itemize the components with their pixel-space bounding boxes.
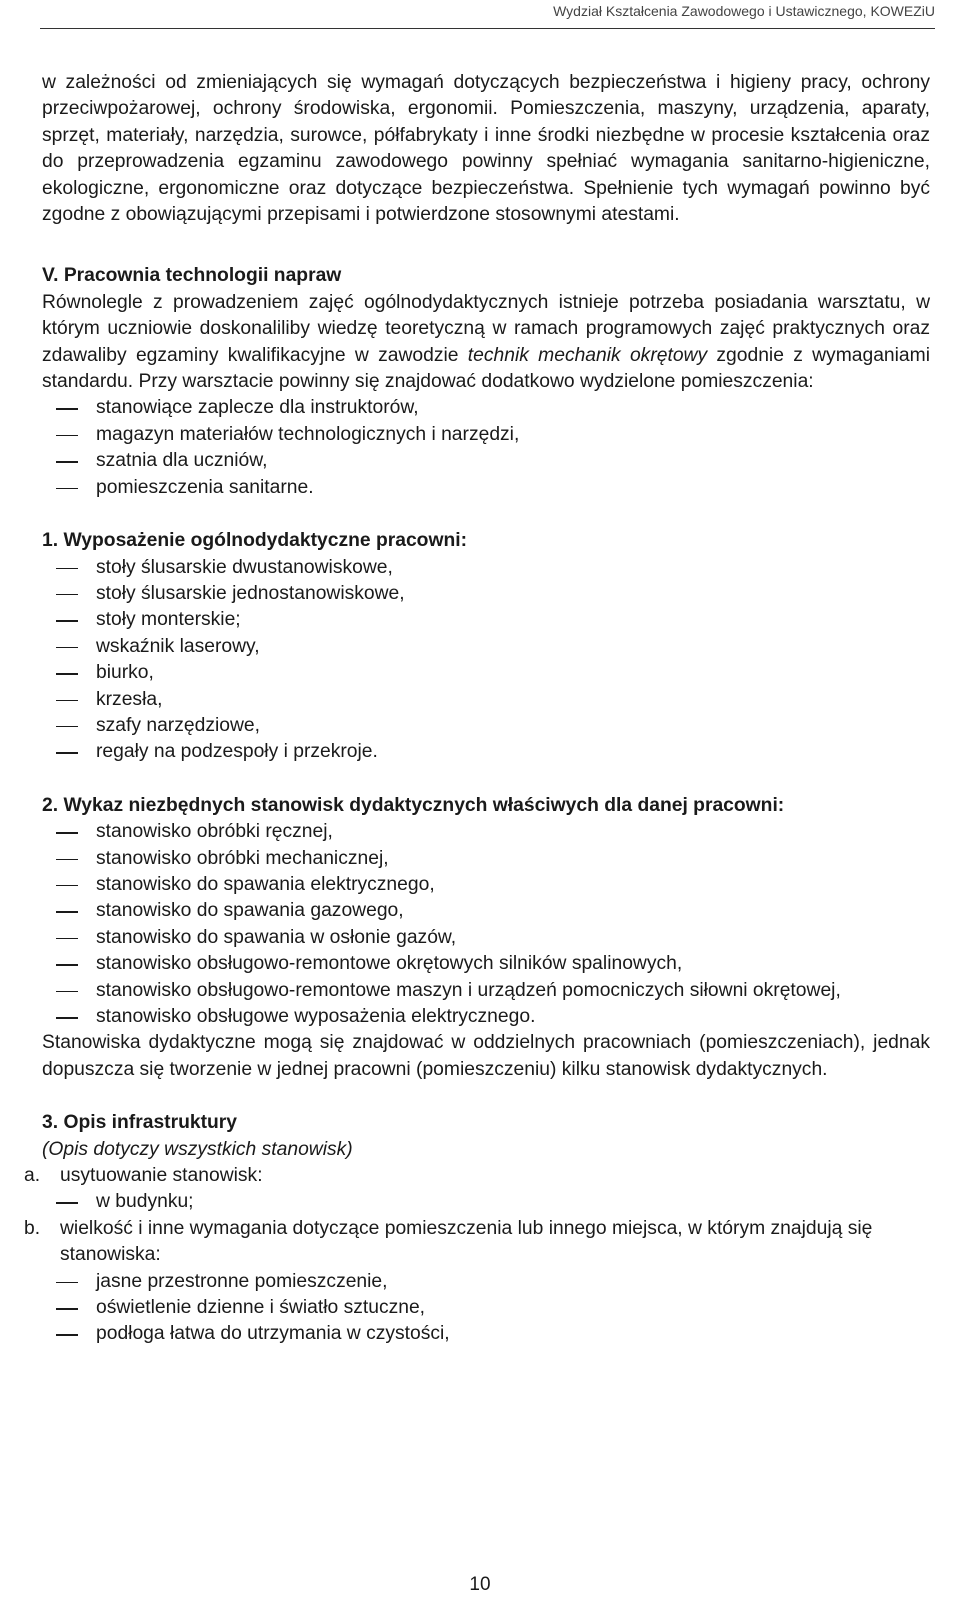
page-number: 10: [469, 1574, 491, 1595]
section-1-list: [42, 555, 930, 766]
list-item: stanowisko obsługowe wyposażenia elektrycznego.: [42, 1004, 930, 1030]
item-marker: b.: [24, 1217, 41, 1239]
list-item: w budynku;: [42, 1189, 930, 1215]
section-1-title: Wyposażenie ogólnodydaktyczne pracowni:: [63, 530, 468, 552]
intro-paragraph: w zależności od zmieniających się wymagań dotyczących bezpieczeństwa i higieny pracy, ochrony przeciwpożarowej, ochrony środowiska, ergonomii. Pomieszczenia, maszyny, urządzenia, aparaty, sprzęt, materiały, narzędzia, surowce, półfabrykaty i inne środki niezbędne w procesie kształcenia oraz do przeprowadzenia egzaminu zawodowego powinny spełniać wymagania sanitarno-higieniczne, ekologiczne, ergonomiczne oraz dotyczące bezpieczeństwa. Spełnienie tych wymagań powinno być zgodne z obowiązującymi przepisami i potwierdzone stosownymi atestami.: [42, 72, 930, 226]
list-item: stanowisko obróbki ręcznej,: [42, 819, 930, 845]
list-item: szafy narzędziowe,: [42, 713, 930, 739]
section-v-number: V.: [42, 265, 59, 287]
list-item: stanowisko obróbki mechanicznej,: [42, 846, 930, 872]
section-3-b-list: [42, 1269, 930, 1348]
list-item: stanowisko do spawania elektrycznego,: [42, 872, 930, 898]
list-item: stanowisko obsługowo-remontowe okrętowych silników spalinowych,: [42, 951, 930, 977]
section-3-item-a: [24, 1163, 930, 1189]
list-item: oświetlenie dzienne i światło sztuczne,: [42, 1295, 930, 1321]
section-1-heading: [42, 528, 930, 554]
section-2-heading: [42, 793, 930, 819]
list-item: regały na podzespoły i przekroje.: [42, 739, 930, 765]
section-v-title: Pracownia technologii napraw: [63, 265, 342, 287]
list-item: stanowisko do spawania w osłonie gazów,: [42, 925, 930, 951]
list-item: stanowisko obsługowo-remontowe maszyn i urządzeń pomocniczych siłowni okrętowej,: [42, 978, 930, 1004]
list-item: szatnia dla uczniów,: [42, 448, 930, 474]
section-3-title: Opis infrastruktury: [63, 1112, 238, 1134]
section-v-list: [42, 395, 930, 501]
section-3-subtitle: (Opis dotyczy wszystkich stanowisk): [42, 1138, 353, 1160]
list-item: stoły monterskie;: [42, 607, 930, 633]
section-2-title: Wykaz niezbędnych stanowisk dydaktycznych właściwych dla danej pracowni:: [63, 794, 785, 816]
item-marker: a.: [24, 1165, 41, 1187]
list-item: podłoga łatwa do utrzymania w czystości,: [42, 1321, 930, 1347]
list-item: biurko,: [42, 660, 930, 686]
list-item: stanowisko do spawania gazowego,: [42, 898, 930, 924]
section-3-a-list: [42, 1189, 930, 1215]
section-3-number: 3.: [42, 1112, 59, 1134]
list-item: stoły ślusarskie jednostanowiskowe,: [42, 581, 930, 607]
list-item: pomieszczenia sanitarne.: [42, 475, 930, 501]
list-item: wskaźnik laserowy,: [42, 634, 930, 660]
section-3-item-b: [24, 1216, 930, 1269]
list-item: magazyn materiałów technologicznych i narzędzi,: [42, 422, 930, 448]
section-2-closing: Stanowiska dydaktyczne mogą się znajdować w oddzielnych pracowniach (pomieszczeniach), jednak dopuszcza się tworzenie w jednej pracowni (pomieszczeniu) kilku stanowisk dydaktycznych.: [42, 1032, 930, 1080]
section-1-number: 1.: [42, 530, 59, 552]
document-body: [24, 70, 931, 1348]
list-item: stoły ślusarskie dwustanowiskowe,: [42, 555, 930, 581]
page-header: [40, 0, 935, 29]
section-v-paragraph: Równolegle z prowadzeniem zajęć ogólnodydaktycznych istnieje potrzeba posiadania warsztatu, w którym uczniowie doskonaliliby wiedzę teoretyczną w ramach programowych zajęć praktycznych oraz zdawaliby egzaminy kwalifikacyjne w zawodzie technik mechanik okrętowy zgodnie z wymaganiami standardu. Przy warsztacie powinny się znajdować dodatkowo wydzielone pomieszczenia:: [42, 291, 931, 393]
section-2-list: [42, 819, 930, 1030]
list-item: krzesła,: [42, 687, 930, 713]
section-v-heading: [42, 263, 930, 289]
header-title: Wydział Kształcenia Zawodowego i Ustawicznego, KOWEZiU: [553, 3, 935, 19]
item-text: wielkość i inne wymagania dotyczące pomieszczenia lub innego miejsca, w którym znajdują się stanowiska:: [60, 1217, 873, 1266]
list-item: stanowiące zaplecze dla instruktorów,: [42, 395, 930, 421]
profession-name: technik mechanik okrętowy: [467, 344, 708, 366]
list-item: jasne przestronne pomieszczenie,: [42, 1269, 930, 1295]
item-text: usytuowanie stanowisk:: [60, 1165, 263, 1187]
section-3-heading: [42, 1110, 930, 1136]
section-2-number: 2.: [42, 794, 59, 816]
